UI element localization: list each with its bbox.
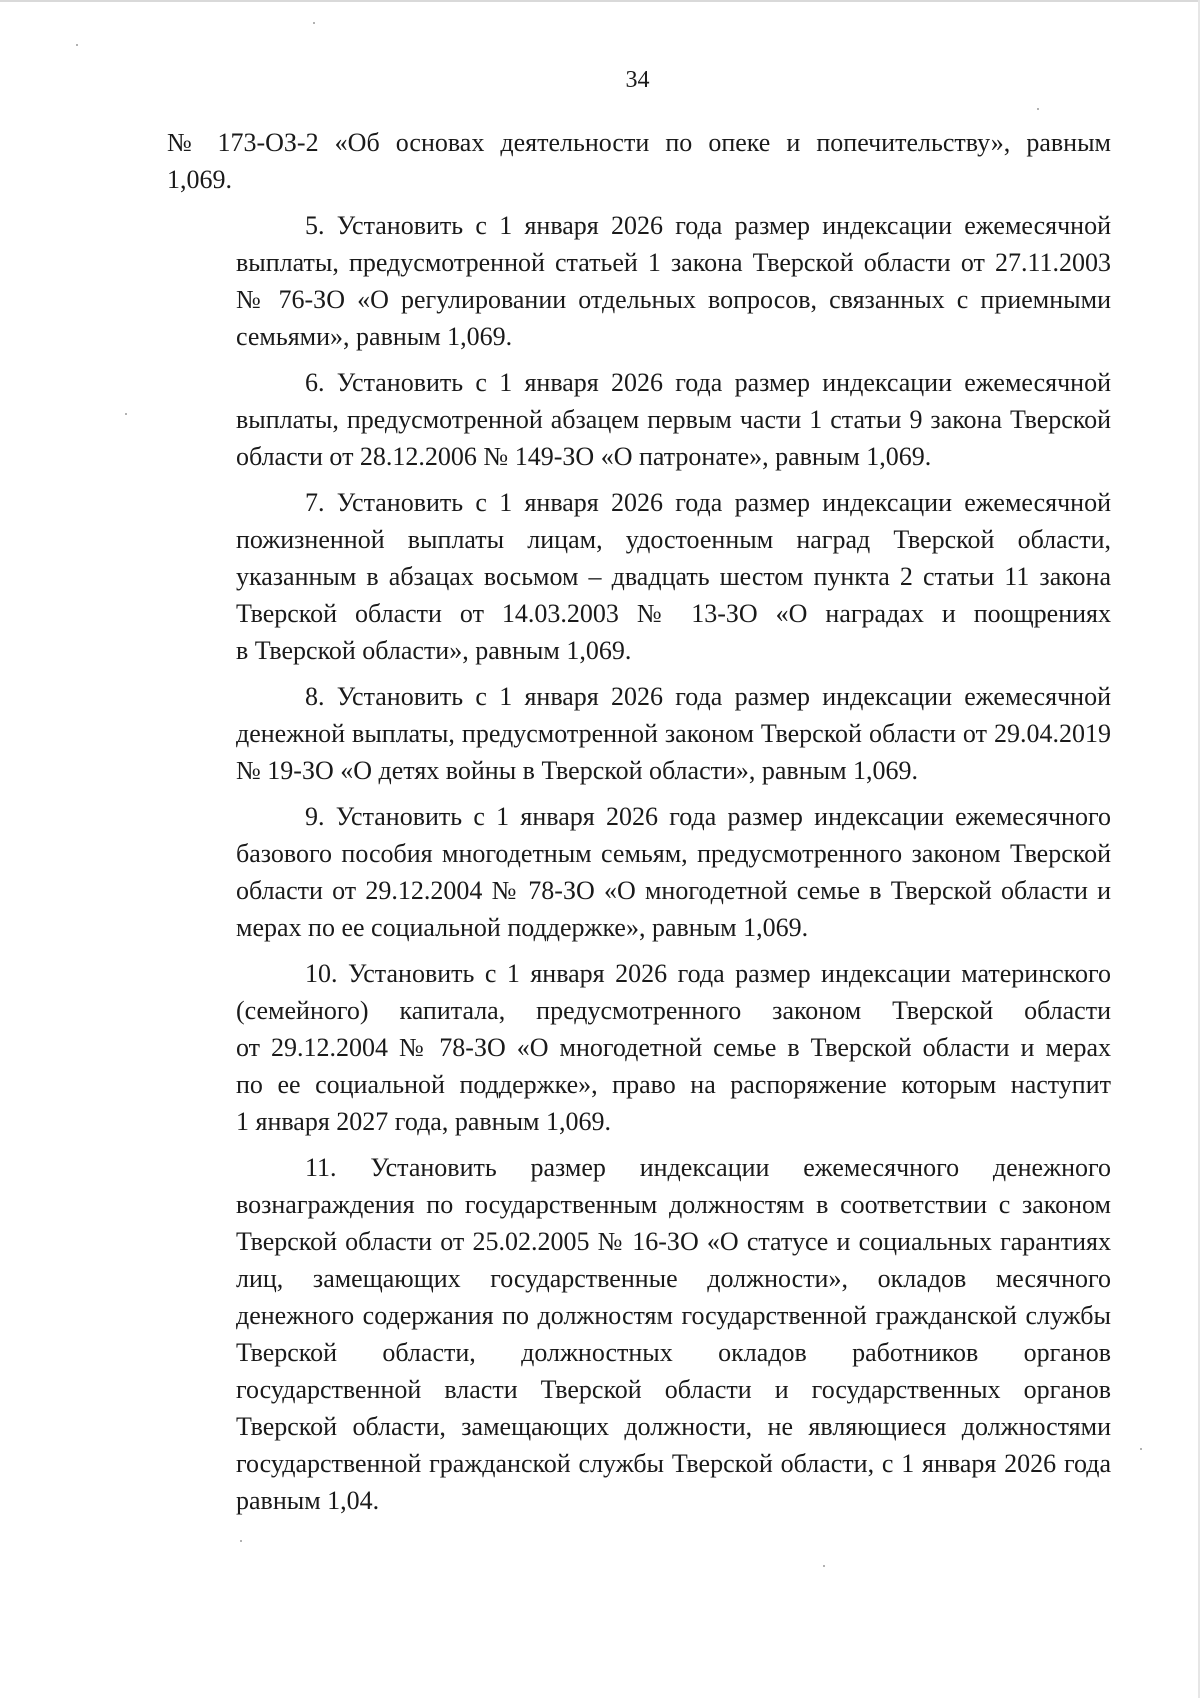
text-line: 1,069. bbox=[167, 165, 232, 194]
text-line: денежной выплаты, предусмотренной законом Тверской области от 29.04.2019 bbox=[236, 719, 1111, 748]
text-line: равным 1,04. bbox=[236, 1486, 380, 1515]
text-line: 9. Установить с 1 января 2026 года размер индексации ежемесячного bbox=[305, 802, 1111, 831]
scan-speck bbox=[1037, 108, 1039, 110]
text-line: выплаты, предусмотренной статьей 1 закона Тверской области от 27.11.2003 bbox=[236, 248, 1111, 277]
text-line: в Тверской области», равным 1,069. bbox=[236, 636, 632, 665]
scan-speck bbox=[125, 413, 127, 415]
text-line: Тверской области от 14.03.2003 № 13-ЗО «О наградах и поощрениях bbox=[236, 599, 1111, 628]
text-line: Тверской области от 25.02.2005 № 16-ЗО «О статусе и социальных гарантиях bbox=[236, 1227, 1111, 1256]
text-line: базового пособия многодетным семьям, предусмотренного законом Тверской bbox=[236, 839, 1111, 868]
text-line: пожизненной выплаты лицам, удостоенным наград Тверской области, bbox=[236, 525, 1111, 554]
numbered-paragraph bbox=[167, 798, 1111, 946]
text-line: области от 28.12.2006 № 149-ЗО «О патронате», равным 1,069. bbox=[236, 442, 932, 471]
text-line: денежного содержания по должностям государственной гражданской службы bbox=[236, 1301, 1111, 1330]
continued-paragraph bbox=[167, 124, 1111, 198]
text-line: 6. Установить с 1 января 2026 года размер индексации ежемесячной bbox=[305, 368, 1111, 397]
scan-speck bbox=[823, 1565, 825, 1567]
numbered-paragraph bbox=[167, 484, 1111, 669]
text-line: 8. Установить с 1 января 2026 года размер индексации ежемесячной bbox=[305, 682, 1111, 711]
scan-edge-top bbox=[0, 0, 1200, 2]
scan-speck bbox=[240, 1540, 242, 1542]
text-line: Тверской области, замещающих должности, не являющиеся должностями bbox=[236, 1412, 1111, 1441]
text-line: вознаграждения по государственным должностям в соответствии с законом bbox=[236, 1190, 1111, 1219]
text-line: № 173-ОЗ-2 «Об основах деятельности по опеке и попечительству», равным bbox=[167, 128, 1111, 157]
text-line: 7. Установить с 1 января 2026 года размер индексации ежемесячной bbox=[305, 488, 1111, 517]
text-line: государственной власти Тверской области и государственных органов bbox=[236, 1375, 1111, 1404]
scan-speck bbox=[313, 22, 315, 24]
text-line: области от 29.12.2004 № 78-ЗО «О многодетной семье в Тверской области и bbox=[236, 876, 1111, 905]
text-line: № 19-ЗО «О детях войны в Тверской области», равным 1,069. bbox=[236, 756, 919, 785]
scan-speck bbox=[76, 44, 78, 46]
text-line: (семейного) капитала, предусмотренного законом Тверской области bbox=[236, 996, 1111, 1025]
text-line: семьями», равным 1,069. bbox=[236, 322, 513, 351]
text-line: выплаты, предусмотренной абзацем первым части 1 статьи 9 закона Тверской bbox=[236, 405, 1111, 434]
scan-speck bbox=[1140, 1448, 1142, 1450]
text-line: Тверской области, должностных окладов работников органов bbox=[236, 1338, 1111, 1367]
numbered-paragraph bbox=[167, 678, 1111, 789]
text-line: лиц, замещающих государственные должности», окладов месячного bbox=[236, 1264, 1111, 1293]
page-number: 34 bbox=[625, 67, 650, 93]
text-line: государственной гражданской службы Тверской области, с 1 января 2026 года bbox=[236, 1449, 1111, 1478]
text-line: 10. Установить с 1 января 2026 года размер индексации материнского bbox=[305, 959, 1111, 988]
text-line: от 29.12.2004 № 78-ЗО «О многодетной семье в Тверской области и мерах bbox=[236, 1033, 1111, 1062]
text-line: по ее социальной поддержке», право на распоряжение которым наступит bbox=[236, 1070, 1111, 1099]
text-line: мерах по ее социальной поддержке», равным 1,069. bbox=[236, 913, 809, 942]
document-body bbox=[167, 124, 1111, 1528]
numbered-paragraph bbox=[167, 955, 1111, 1140]
text-line: 11. Установить размер индексации ежемесячного денежного bbox=[305, 1153, 1111, 1182]
numbered-paragraph bbox=[167, 207, 1111, 355]
text-line: 5. Установить с 1 января 2026 года размер индексации ежемесячной bbox=[305, 211, 1111, 240]
numbered-paragraph bbox=[167, 364, 1111, 475]
text-line: № 76-ЗО «О регулировании отдельных вопросов, связанных с приемными bbox=[236, 285, 1111, 314]
text-line: указанным в абзацах восьмом – двадцать шестом пункта 2 статьи 11 закона bbox=[236, 562, 1111, 591]
numbered-paragraph bbox=[167, 1149, 1111, 1519]
text-line: 1 января 2027 года, равным 1,069. bbox=[236, 1107, 611, 1136]
